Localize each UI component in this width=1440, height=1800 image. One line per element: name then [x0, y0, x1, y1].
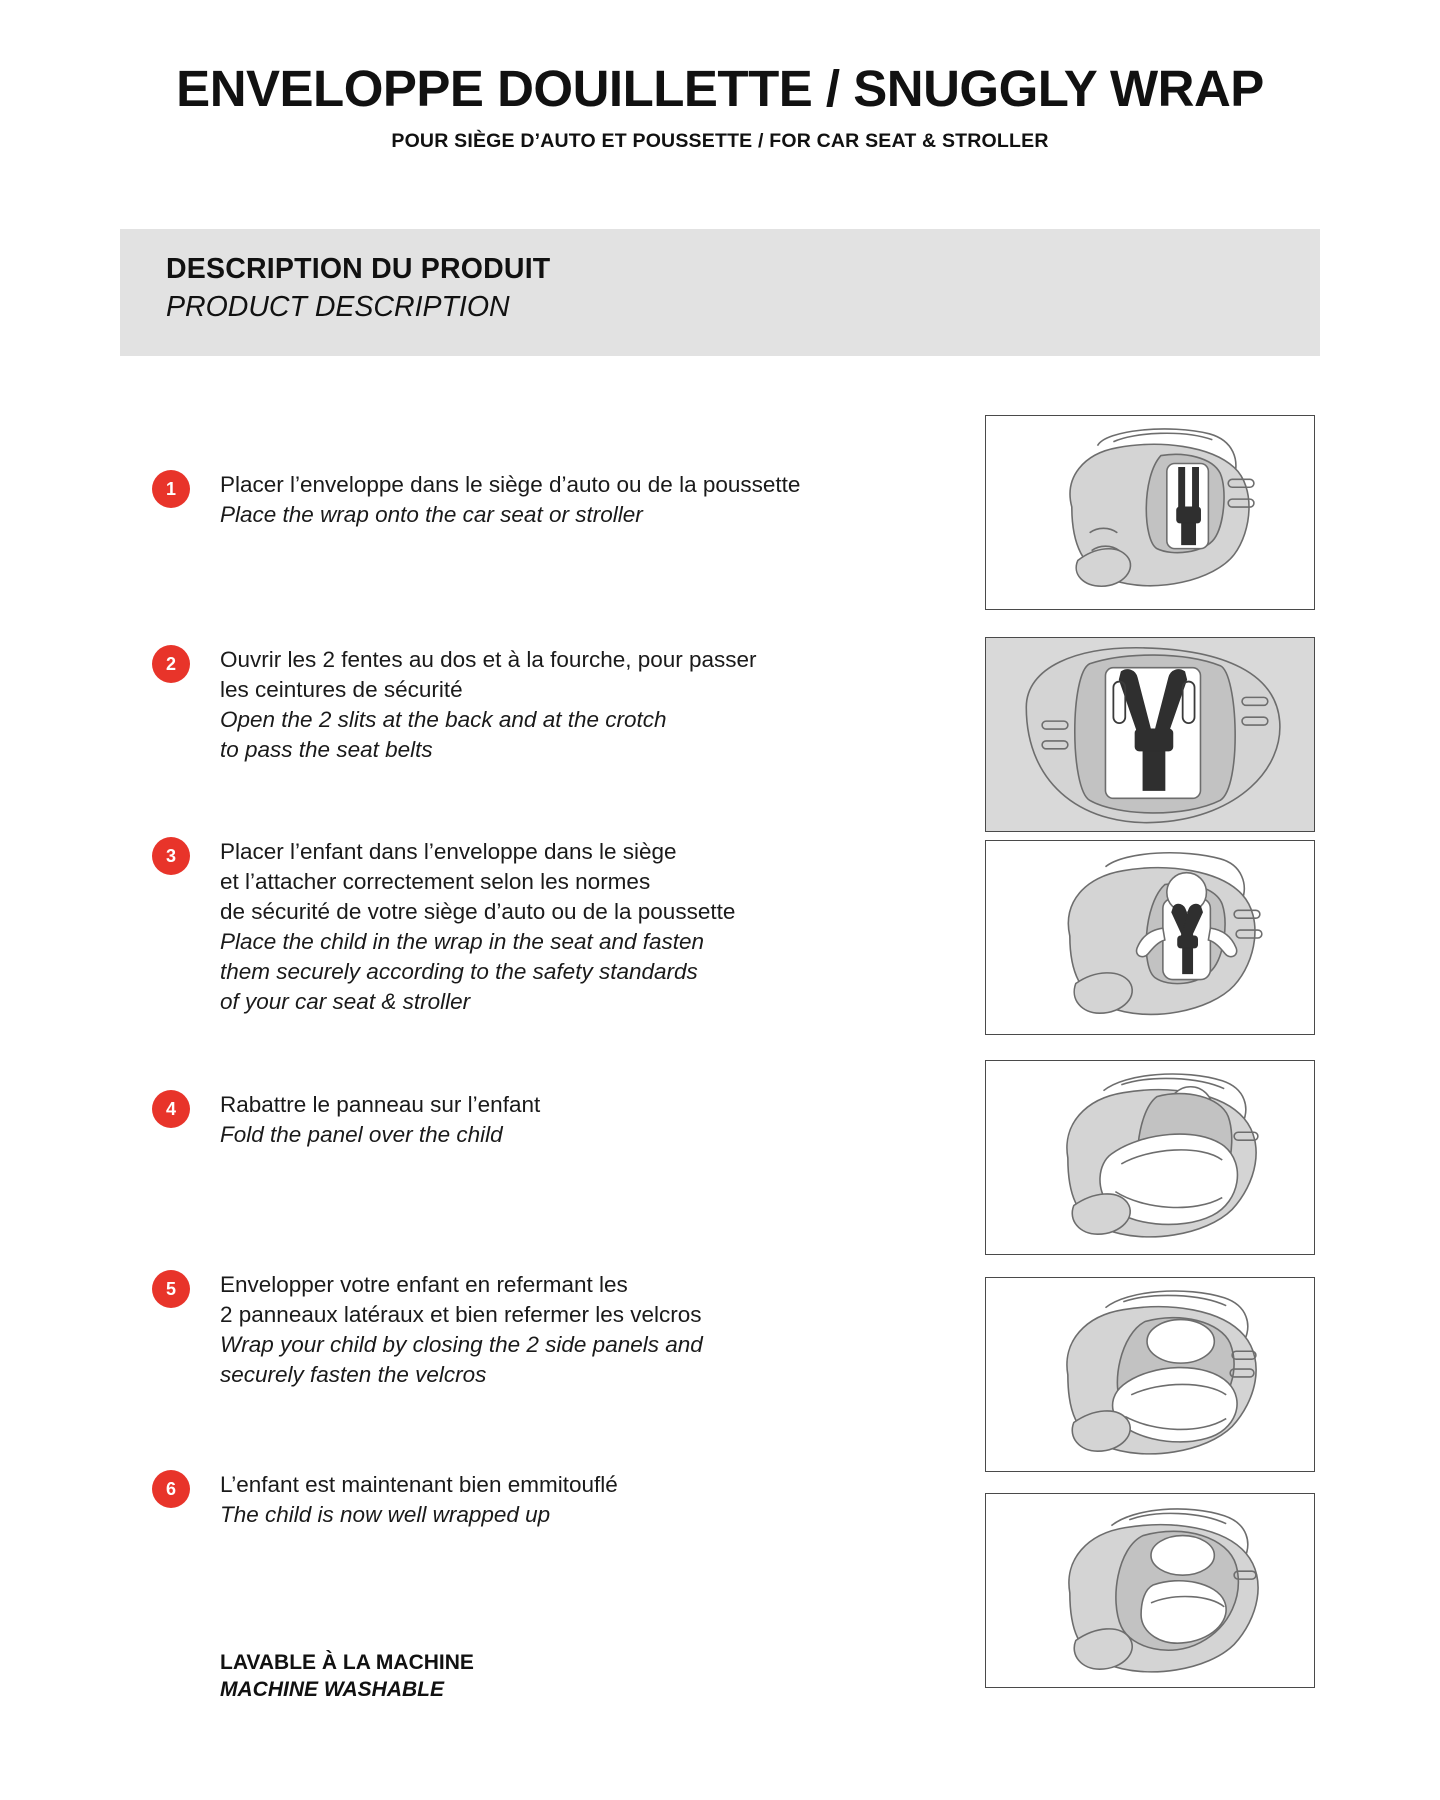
close-side-panels-icon	[986, 1278, 1314, 1471]
wrap-on-car-seat-icon	[986, 416, 1314, 609]
step-number-badge: 6	[152, 1470, 190, 1508]
illustration-child-buckled-in-wrap	[985, 840, 1315, 1035]
step-text-fr-line: de sécurité de votre siège d’auto ou de la poussette	[220, 898, 736, 924]
page-subtitle: POUR SIÈGE D’AUTO ET POUSSETTE / FOR CAR SEAT & STROLLER	[391, 129, 1049, 152]
section-banner	[120, 229, 1320, 356]
list-item	[152, 470, 801, 530]
list-item	[152, 1090, 792, 1150]
page-header	[0, 0, 1440, 153]
step-text-en-line: to pass the seat belts	[220, 736, 433, 762]
section-title-en: PRODUCT DESCRIPTION	[166, 290, 510, 323]
child-wrapped-up-icon	[986, 1494, 1314, 1687]
illustration-close-side-panels	[985, 1277, 1315, 1472]
section-title-fr: DESCRIPTION DU PRODUIT	[166, 253, 551, 285]
child-in-wrap-icon	[986, 841, 1314, 1034]
step-text-en-line: Wrap your child by closing the 2 side panels and	[220, 1331, 703, 1357]
step-text-fr-line: les ceintures de sécurité	[220, 676, 463, 702]
illustration-harness-through-slits	[985, 637, 1315, 832]
step-text-en-line: Fold the panel over the child	[220, 1121, 503, 1147]
step-text-en-line: securely fasten the velcros	[220, 1361, 487, 1387]
page-title: ENVELOPPE DOUILLETTE / SNUGGLY WRAP	[176, 60, 1264, 117]
harness-through-slits-icon	[986, 638, 1314, 831]
step-number-badge: 3	[152, 837, 190, 875]
step-text	[220, 1270, 792, 1390]
step-text-fr-line: Ouvrir les 2 fentes au dos et à la fourche, pour passer	[220, 647, 757, 672]
fold-panel-icon	[986, 1061, 1314, 1254]
step-text	[220, 1470, 792, 1530]
step-text-en-line: Place the child in the wrap in the seat and fasten	[220, 928, 705, 954]
step-text	[220, 837, 792, 1017]
step-text-fr-line: et l’attacher correctement selon les normes	[220, 868, 651, 894]
washable-en: MACHINE WASHABLE	[220, 1677, 444, 1701]
list-item	[152, 837, 792, 1017]
step-text-en-line: Open the 2 slits at the back and at the crotch	[220, 706, 667, 732]
step-number-badge: 4	[152, 1090, 190, 1128]
illustration-child-wrapped-up	[985, 1493, 1315, 1688]
step-text	[220, 645, 792, 765]
step-text-fr-line: Rabattre le panneau sur l’enfant	[220, 1092, 541, 1117]
illustration-wrap-on-car-seat	[985, 415, 1315, 610]
list-item	[152, 645, 792, 765]
step-number-badge: 2	[152, 645, 190, 683]
step-text-fr-line: 2 panneaux latéraux et bien refermer les velcros	[220, 1301, 702, 1327]
list-item	[152, 1270, 792, 1390]
step-text-fr-line: Placer l’enfant dans l’enveloppe dans le siège	[220, 839, 677, 864]
step-text-en-line: The child is now well wrapped up	[220, 1501, 551, 1527]
step-number-badge: 1	[152, 470, 190, 508]
list-item	[152, 1470, 792, 1530]
step-text-en-line: Place the wrap onto the car seat or stroller	[220, 501, 643, 527]
illustration-fold-panel-over-child	[985, 1060, 1315, 1255]
step-text-en-line: of your car seat & stroller	[220, 988, 471, 1014]
step-text	[220, 470, 801, 530]
step-text	[220, 1090, 792, 1150]
machine-washable-note	[220, 1650, 474, 1704]
step-number-badge: 5	[152, 1270, 190, 1308]
step-text-fr-line: Envelopper votre enfant en refermant les	[220, 1272, 628, 1297]
step-text-en-line: them securely according to the safety standards	[220, 958, 698, 984]
step-text-fr-line: L’enfant est maintenant bien emmitouflé	[220, 1472, 618, 1497]
step-text-fr-line: Placer l’enveloppe dans le siège d’auto ou de la poussette	[220, 472, 801, 497]
washable-fr: LAVABLE À LA MACHINE	[220, 1651, 474, 1674]
